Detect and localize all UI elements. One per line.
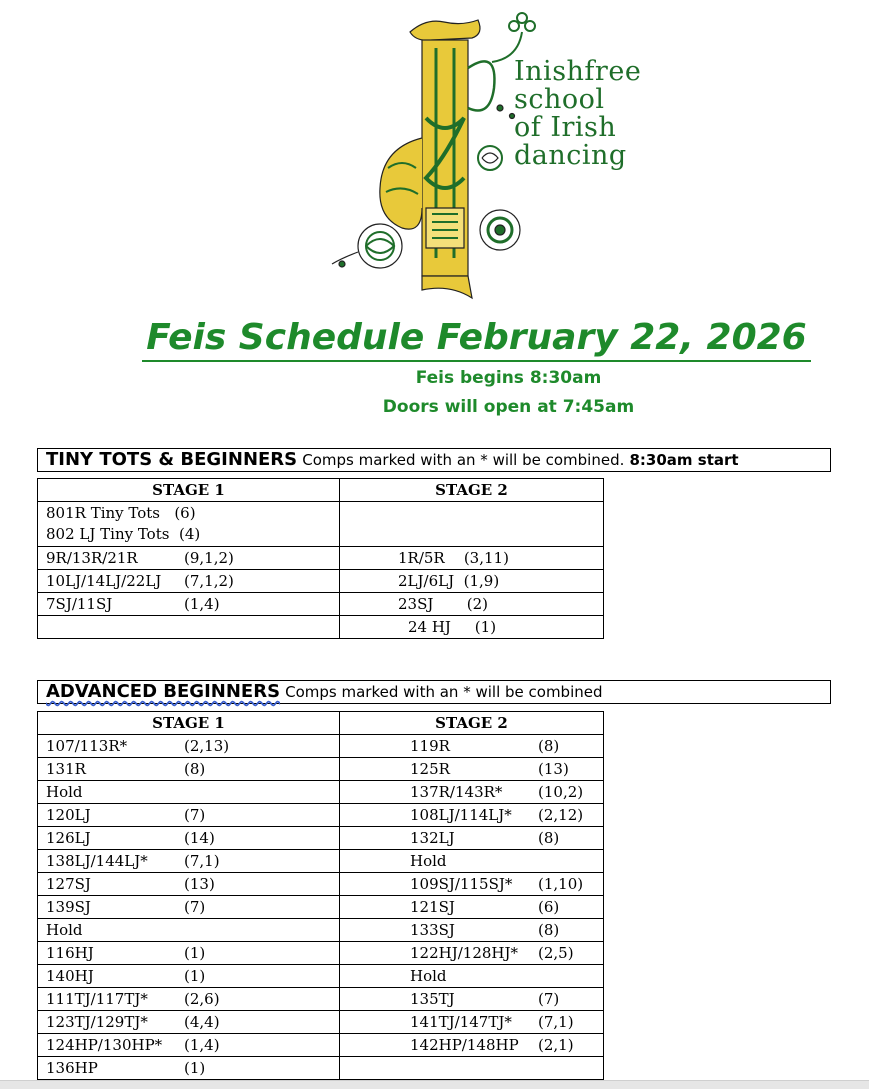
table-cell [38, 873, 340, 896]
comp-code: 10LJ/14LJ/22LJ [46, 572, 162, 590]
table-cell [340, 758, 604, 781]
comp-code: Hold [46, 783, 83, 801]
comp-code: 127SJ [46, 875, 91, 893]
comp-code: 135TJ [410, 990, 455, 1008]
comp-count: (8) [538, 737, 560, 755]
comp-count: (2,5) [538, 944, 574, 962]
section-note: Comps marked with an * will be combined. [302, 451, 625, 469]
comp-count: (7,1) [184, 852, 220, 870]
table-cell [38, 850, 340, 873]
comp-code: 107/113R* [46, 737, 128, 755]
comp-count: (4,4) [184, 1013, 220, 1031]
table-row [38, 570, 604, 593]
table-cell [38, 735, 340, 758]
table-row [38, 1011, 604, 1034]
stage-2-header: STAGE 2 [340, 479, 604, 502]
stage-1-header: STAGE 1 [38, 712, 340, 735]
table-row [38, 804, 604, 827]
section-banner-advanced-beginners [37, 680, 831, 704]
comp-count: (2,12) [538, 806, 584, 824]
comp-code: 23SJ [398, 595, 434, 613]
table-cell [340, 827, 604, 850]
comp-count: (1) [184, 944, 206, 962]
table-cell [38, 1057, 340, 1080]
comp-code: 138LJ/144LJ* [46, 852, 148, 870]
school-name-line: dancing [514, 140, 627, 171]
comp-count: (2) [466, 595, 489, 613]
table-row [38, 896, 604, 919]
table-row [38, 547, 604, 570]
feis-begins-text: Feis begins 8:30am [415, 368, 602, 388]
comp-count: (1) [474, 618, 497, 636]
comp-count: (7) [538, 990, 560, 1008]
comp-code: 116HJ [46, 944, 94, 962]
comp-count: (2,1) [538, 1036, 574, 1054]
comp-code: 802 LJ Tiny Tots [46, 525, 170, 543]
comp-count: (8) [538, 829, 560, 847]
table-cell [340, 965, 604, 988]
comp-code: 137R/143R* [410, 783, 503, 801]
table-cell [38, 616, 340, 639]
section-heading: TINY TOTS & BEGINNERS [46, 449, 298, 470]
table-cell [340, 1011, 604, 1034]
section-banner-tiny-tots [37, 448, 831, 472]
comp-code: 9R/13R/21R [46, 549, 138, 567]
comp-code: Hold [46, 921, 83, 939]
comp-count: (4) [179, 525, 201, 543]
table-row [38, 781, 604, 804]
school-name [514, 58, 641, 170]
section-note: Comps marked with an * will be combined [285, 683, 603, 701]
comp-count: (2,6) [184, 990, 220, 1008]
table-cell [38, 781, 340, 804]
comp-code: 109SJ/115SJ* [410, 875, 513, 893]
table-row [38, 593, 604, 616]
comp-count: (1,10) [538, 875, 584, 893]
comp-code: 136HP [46, 1059, 98, 1077]
table-cell [38, 758, 340, 781]
schedule-table-tiny-tots [37, 478, 604, 639]
table-header-row [38, 712, 604, 735]
comp-code: 125R [410, 760, 450, 778]
comp-code: Hold [410, 852, 447, 870]
table-cell [38, 547, 340, 570]
table-cell [38, 965, 340, 988]
comp-code: 121SJ [410, 898, 455, 916]
table-cell [340, 919, 604, 942]
comp-count: (10,2) [538, 783, 584, 801]
comp-count: (6) [538, 898, 560, 916]
comp-count: (13) [184, 875, 215, 893]
table-cell [38, 570, 340, 593]
comp-count: (1,4) [184, 1036, 220, 1054]
comp-count: (1) [184, 1059, 206, 1077]
table-cell [38, 988, 340, 1011]
comp-code: 139SJ [46, 898, 91, 916]
table-row [38, 988, 604, 1011]
comp-count: (7,1) [538, 1013, 574, 1031]
schedule-table-advanced-beginners [37, 711, 604, 1080]
comp-count: (8) [538, 921, 560, 939]
table-cell [340, 896, 604, 919]
table-cell [340, 570, 604, 593]
doors-open-text: Doors will open at 7:45am [382, 397, 635, 417]
table-cell [340, 781, 604, 804]
comp-code: 24 HJ [408, 618, 451, 636]
comp-count: (13) [538, 760, 569, 778]
table-row [38, 850, 604, 873]
section-heading: ADVANCED BEGINNERS [46, 681, 281, 702]
table-cell [340, 873, 604, 896]
table-cell [340, 616, 604, 639]
comp-code: 122HJ/128HJ* [410, 944, 519, 962]
comp-count: (7) [184, 898, 206, 916]
comp-code: 801R Tiny Tots [46, 504, 160, 522]
table-cell [38, 1011, 340, 1034]
table-row [38, 827, 604, 850]
table-cell [340, 593, 604, 616]
school-name-line: of Irish [514, 112, 617, 143]
section-start-time: 8:30am start [629, 451, 739, 469]
table-cell [340, 1034, 604, 1057]
comp-code: 126LJ [46, 829, 91, 847]
comp-code: 7SJ/11SJ [46, 595, 113, 613]
school-name-line: Inishfree [514, 56, 642, 87]
comp-code: 140HJ [46, 967, 94, 985]
comp-code: 108LJ/114LJ* [410, 806, 512, 824]
comp-count: (3,11) [463, 549, 509, 567]
table-row [38, 758, 604, 781]
comp-code: 111TJ/117TJ* [46, 990, 148, 1008]
comp-count: (1,4) [184, 595, 220, 613]
comp-count: (1,9) [463, 572, 500, 590]
school-name-line: school [514, 84, 605, 115]
comp-code: 132LJ [410, 829, 455, 847]
table-cell [340, 804, 604, 827]
stage-1-header: STAGE 1 [38, 479, 340, 502]
comp-code: 119R [410, 737, 450, 755]
comp-code: 2LJ/6LJ [398, 572, 455, 590]
page-title: Feis Schedule February 22, 2026 [142, 316, 810, 362]
comp-count: (6) [174, 504, 196, 522]
table-row [38, 1034, 604, 1057]
table-cell [340, 1057, 604, 1080]
stage-2-header: STAGE 2 [340, 712, 604, 735]
table-cell [38, 502, 340, 547]
table-row [38, 942, 604, 965]
table-cell [38, 1034, 340, 1057]
table-cell [38, 896, 340, 919]
table-header-row [38, 479, 604, 502]
comp-code: 133SJ [410, 921, 455, 939]
table-cell [340, 735, 604, 758]
table-row [38, 735, 604, 758]
table-row [38, 873, 604, 896]
table-cell [340, 850, 604, 873]
table-cell [340, 502, 604, 547]
table-cell [340, 547, 604, 570]
comp-code: 141TJ/147TJ* [410, 1013, 512, 1031]
comp-count: (1) [184, 967, 206, 985]
table-row [38, 1057, 604, 1080]
comp-count: (2,13) [184, 737, 230, 755]
table-cell [38, 804, 340, 827]
comp-code: 124HP/130HP* [46, 1036, 163, 1054]
table-row [38, 965, 604, 988]
comp-code: 131R [46, 760, 86, 778]
comp-count: (9,1,2) [184, 549, 234, 567]
table-row [38, 616, 604, 639]
table-row [38, 502, 604, 547]
table-cell [38, 827, 340, 850]
table-cell [38, 593, 340, 616]
comp-count: (8) [184, 760, 206, 778]
comp-count: (7) [184, 806, 206, 824]
comp-code: Hold [410, 967, 447, 985]
comp-code: 142HP/148HP [410, 1036, 519, 1054]
table-row [38, 919, 604, 942]
table-cell [38, 942, 340, 965]
page-title-wrap [0, 316, 869, 362]
comp-code: 120LJ [46, 806, 91, 824]
table-cell [340, 988, 604, 1011]
table-cell [340, 942, 604, 965]
comp-code: 1R/5R [398, 549, 445, 567]
table-cell [38, 919, 340, 942]
comp-count: (7,1,2) [184, 572, 234, 590]
comp-count: (14) [184, 829, 215, 847]
comp-code: 123TJ/129TJ* [46, 1013, 148, 1031]
table-body [38, 735, 604, 1080]
